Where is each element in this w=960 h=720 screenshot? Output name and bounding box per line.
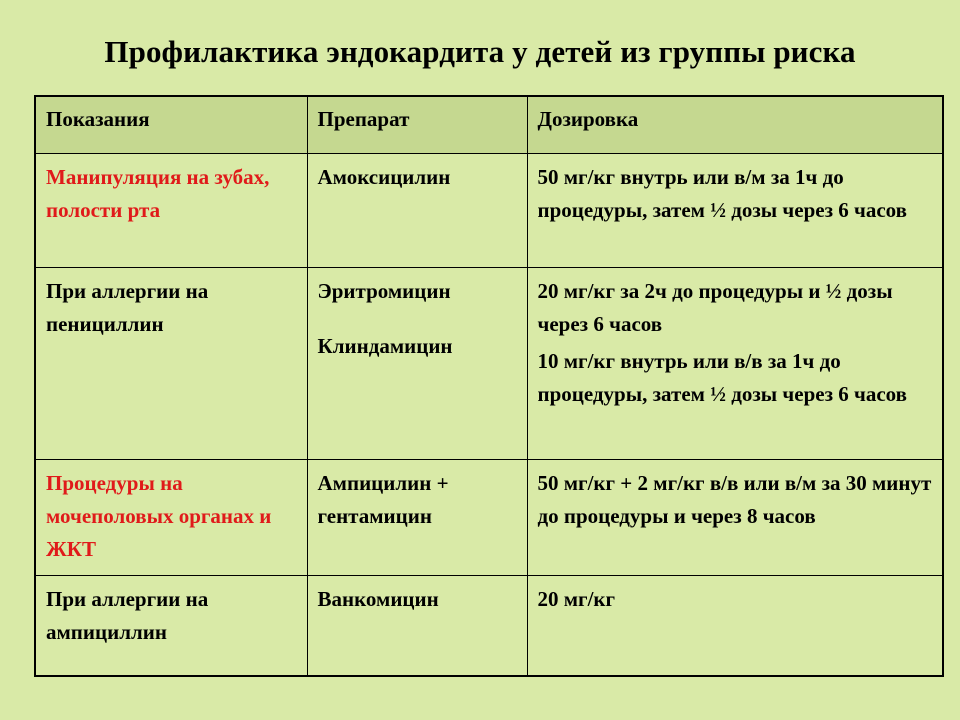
drug-cell: Ванкомицин xyxy=(307,576,527,676)
table-row xyxy=(35,268,943,460)
drug-cell: Амоксицилин xyxy=(307,154,527,268)
indication-cell: При аллергии на ампициллин xyxy=(35,576,307,676)
dosage-cell: 50 мг/кг внутрь или в/м за 1ч до процедуры, затем ½ дозы через 6 часов xyxy=(527,154,943,268)
drug-name: Клиндамицин xyxy=(317,334,453,358)
dosage-text: 20 мг/кг за 2ч до процедуры и ½ дозы через 6 часов xyxy=(537,279,893,336)
spacer xyxy=(318,308,517,330)
header-dosage: Дозировка xyxy=(527,96,943,154)
header-indications: Показания xyxy=(35,96,307,154)
prophylaxis-table xyxy=(34,95,944,677)
indication-cell: Процедуры на мочеполовых органах и ЖКТ xyxy=(35,460,307,576)
indication-cell: При аллергии на пенициллин xyxy=(35,268,307,460)
table-row xyxy=(35,576,943,676)
page-title: Профилактика эндокардита у детей из группы риска xyxy=(104,34,856,69)
dosage-cell: 20 мг/кг xyxy=(527,576,943,676)
indication-cell: Манипуляция на зубах, полости рта xyxy=(35,154,307,268)
dosage-cell: 50 мг/кг + 2 мг/кг в/в или в/м за 30 минут до процедуры и через 8 часов xyxy=(527,460,943,576)
dosage-text: 10 мг/кг внутрь или в/в за 1ч до процедуры, затем ½ дозы через 6 часов xyxy=(537,349,907,406)
table-row xyxy=(35,460,943,576)
drug-cell xyxy=(307,268,527,460)
prophylaxis-table-container xyxy=(34,95,942,673)
header-drug: Препарат xyxy=(307,96,527,154)
table-header-row xyxy=(35,96,943,154)
drug-cell: Ампицилин + гентамицин xyxy=(307,460,527,576)
table-row xyxy=(35,154,943,268)
dosage-cell xyxy=(527,268,943,460)
drug-name: Эритромицин xyxy=(317,279,451,303)
